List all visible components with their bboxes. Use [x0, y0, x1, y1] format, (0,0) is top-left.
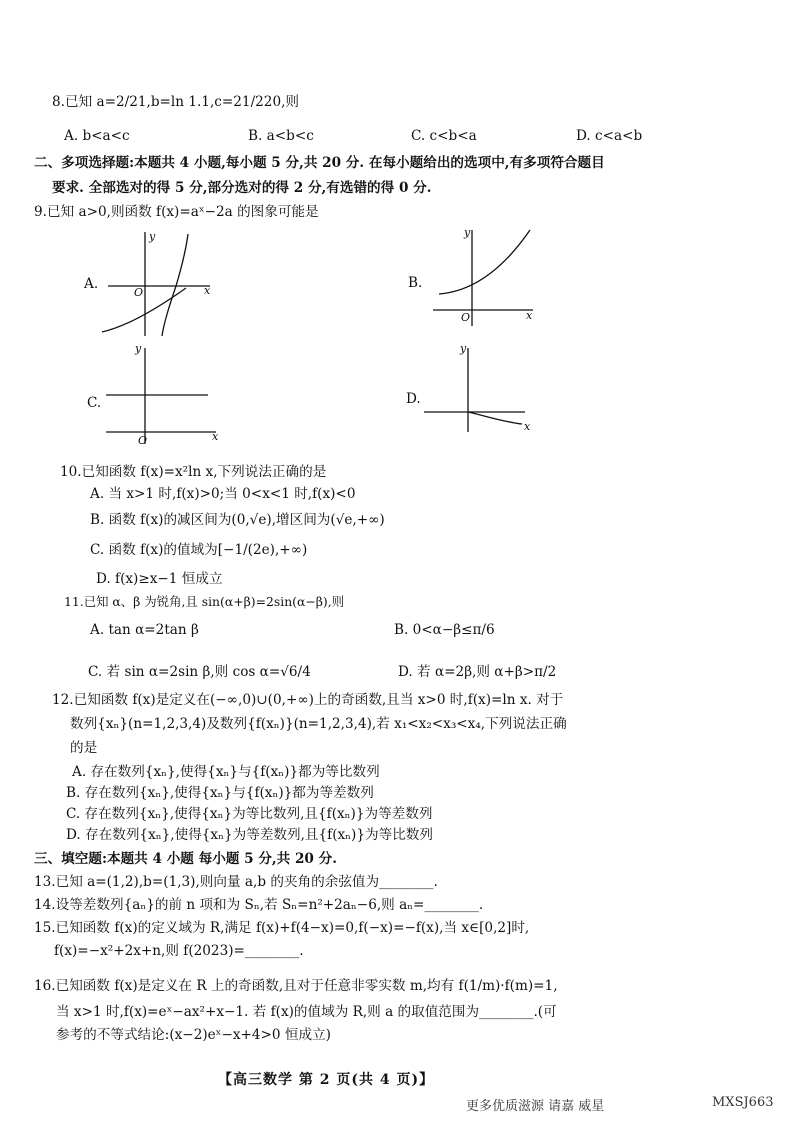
- q9-c-origin: O: [138, 434, 148, 447]
- q10-option-d: D. f(x)≥x−1 恒成立: [96, 571, 223, 587]
- q9-b-origin: O: [461, 311, 471, 324]
- q11-option-d: D. 若 α=2β,则 α+β>π/2: [398, 664, 557, 680]
- page-footer: 【高三数学 第 2 页(共 4 页)】: [218, 1072, 435, 1088]
- q15-line1: 15.已知函数 f(x)的定义域为 R,满足 f(x)+f(4−x)=0,f(−x)=−f(x),当 x∈[0,2]时,: [34, 920, 530, 936]
- q9-option-b-label: B.: [408, 275, 423, 291]
- q11-option-a: A. tan α=2tan β: [90, 622, 199, 638]
- q9-b-axis-y: y: [464, 226, 471, 239]
- q11-stem: 11.已知 α、β 为锐角,且 sin(α+β)=2sin(α−β),则: [64, 594, 345, 609]
- q9-option-c-label: C.: [87, 395, 102, 411]
- q8-option-b: B. a<b<c: [248, 128, 314, 144]
- q9-a-axis-y: y: [149, 230, 156, 243]
- q12-stem: 12.已知函数 f(x)是定义在(−∞,0)∪(0,+∞)上的奇函数,且当 x>0 时,f(x)=ln x. 对于: [52, 692, 564, 708]
- q9-graph-d: [422, 340, 552, 440]
- q12-option-c: C. 存在数列{xₙ},使得{xₙ}为等比数列,且{f(xₙ)}为等差数列: [66, 806, 433, 822]
- q9-a-axis-x: x: [204, 284, 211, 297]
- q9-c-axis-y: y: [135, 342, 142, 355]
- q16-line2: 当 x>1 时,f(x)=eˣ−ax²+x−1. 若 f(x)的值域为 R,则 a 的取值范围为________.(可: [56, 1004, 557, 1020]
- q9-c-axis-x: x: [212, 430, 219, 443]
- q9-graph-a: [100, 224, 230, 344]
- q9-graph-c: [100, 340, 230, 450]
- q10-option-b: B. 函数 f(x)的减区间为(0,√e),增区间为(√e,+∞): [90, 512, 385, 528]
- q9-option-a-label: A.: [84, 276, 99, 292]
- q12-option-a: A. 存在数列{xₙ},使得{xₙ}与{f(xₙ)}都为等比数列: [72, 764, 380, 780]
- q12-stem-end: 的是: [70, 740, 98, 756]
- q8-option-a: A. b<a<c: [64, 128, 130, 144]
- q9-a-origin: O: [134, 286, 144, 299]
- q10-option-a: A. 当 x>1 时,f(x)>0;当 0<x<1 时,f(x)<0: [90, 486, 356, 502]
- q8-stem: 8.已知 a=2/21,b=ln 1.1,c=21/220,则: [52, 94, 300, 110]
- section2-heading: 二、多项选择题:本题共 4 小题,每小题 5 分,共 20 分. 在每小题给出的选项中,有多项符合题目: [34, 155, 605, 171]
- q9-b-axis-x: x: [526, 309, 533, 322]
- q11-option-c: C. 若 sin α=2sin β,则 cos α=√6/4: [88, 664, 311, 680]
- section2-heading-cont: 要求. 全部选对的得 5 分,部分选对的得 2 分,有选错的得 0 分.: [52, 180, 432, 196]
- q9-d-axis-y: y: [460, 342, 467, 355]
- q10-stem: 10.已知函数 f(x)=x²ln x,下列说法正确的是: [60, 464, 327, 480]
- q15-line2: f(x)=−x²+2x+n,则 f(2023)=________.: [54, 943, 304, 959]
- q16-line1: 16.已知函数 f(x)是定义在 R 上的奇函数,且对于任意非零实数 m,均有 f(1/m)·f(m)=1,: [34, 978, 558, 994]
- q12-option-b: B. 存在数列{xₙ},使得{xₙ}与{f(xₙ)}都为等差数列: [66, 785, 374, 801]
- q9-option-d-label: D.: [406, 391, 421, 407]
- section3-heading: 三、填空题:本题共 4 小题 每小题 5 分,共 20 分.: [34, 851, 337, 867]
- document-code: MXSJ663: [712, 1095, 774, 1110]
- q9-stem: 9.已知 a>0,则函数 f(x)=aˣ−2a 的图象可能是: [34, 204, 319, 220]
- q10-option-c: C. 函数 f(x)的值域为[−1/(2e),+∞): [90, 542, 308, 558]
- watermark-text: 更多优质滋源 请嘉 威星: [466, 1099, 605, 1114]
- q12-stem-cont: 数列{xₙ}(n=1,2,3,4)及数列{f(xₙ)}(n=1,2,3,4),若 x₁<x₂<x₃<x₄,下列说法正确: [70, 716, 567, 732]
- q8-option-d: D. c<a<b: [576, 128, 643, 144]
- q16-line3: 参考的不等式结论:(x−2)eˣ−x+4>0 恒成立): [56, 1027, 331, 1043]
- q13: 13.已知 a=(1,2),b=(1,3),则向量 a,b 的夹角的余弦值为________.: [34, 874, 438, 890]
- q9-graph-b: [425, 222, 555, 332]
- q11-option-b: B. 0<α−β≤π/6: [394, 622, 495, 638]
- q14: 14.设等差数列{aₙ}的前 n 项和为 Sₙ,若 Sₙ=n²+2aₙ−6,则 aₙ=________.: [34, 897, 484, 913]
- q8-option-c: C. c<b<a: [411, 128, 477, 144]
- q12-option-d: D. 存在数列{xₙ},使得{xₙ}为等差数列,且{f(xₙ)}为等比数列: [66, 827, 433, 843]
- q9-d-axis-x: x: [524, 420, 531, 433]
